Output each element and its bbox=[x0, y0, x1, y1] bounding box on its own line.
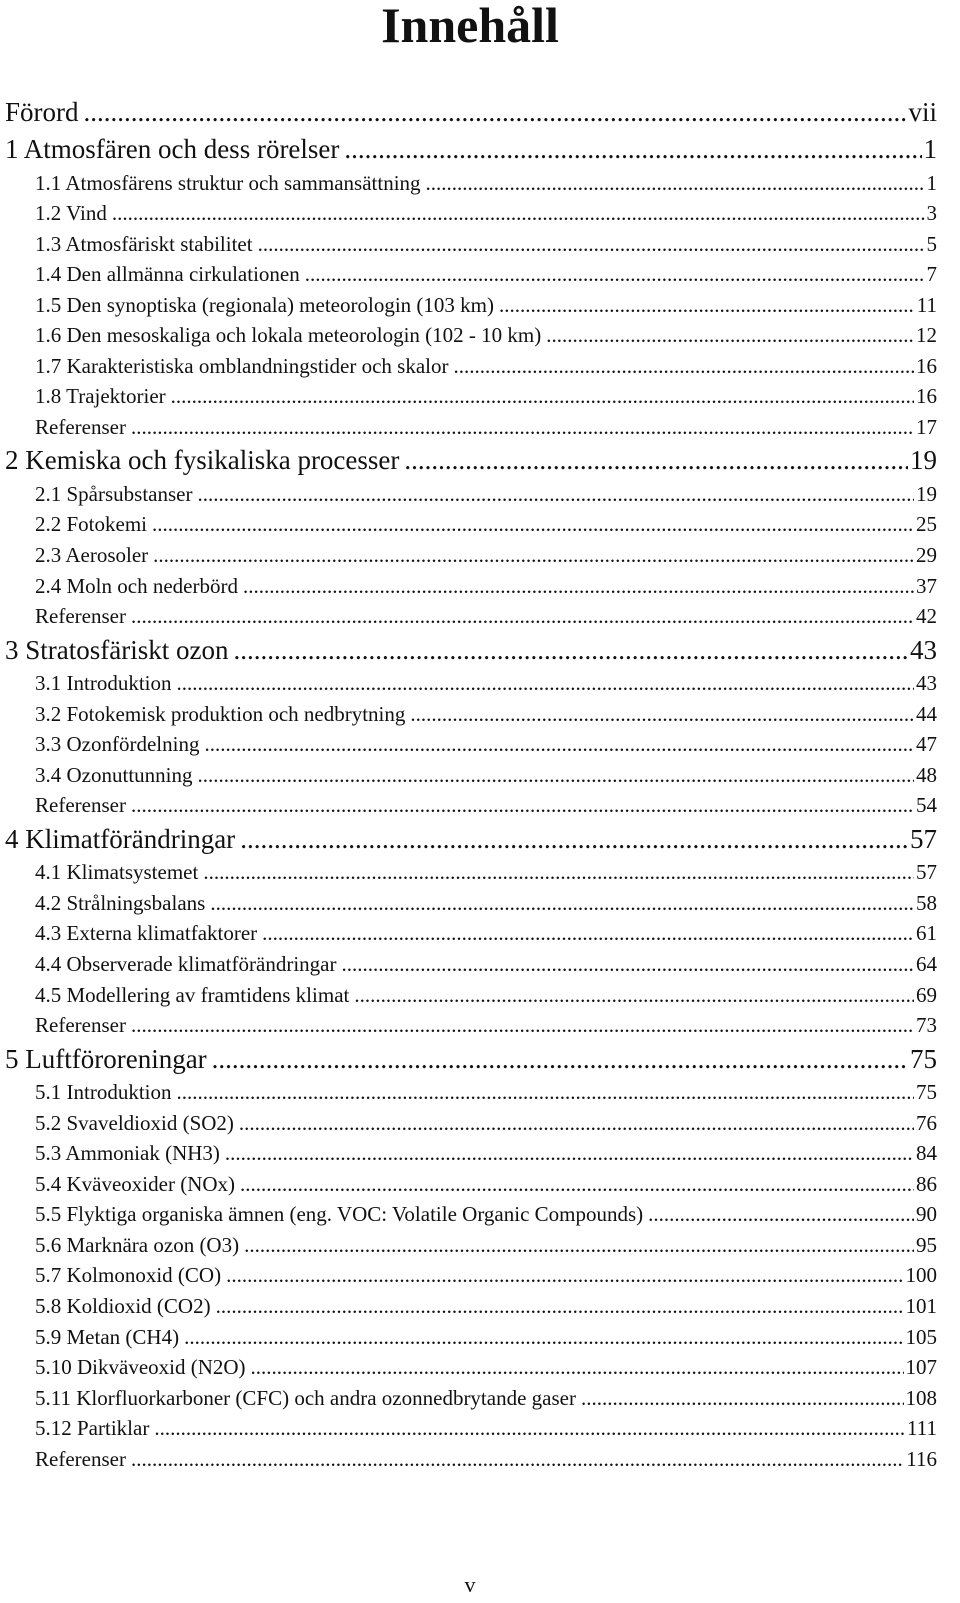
toc-entry-references-3 bbox=[35, 790, 937, 821]
toc-entry-section-5-1 bbox=[35, 1077, 937, 1108]
toc-entry-page: 75 bbox=[910, 1043, 937, 1074]
toc-entry-page: 47 bbox=[916, 732, 937, 757]
toc-entry-section-5-9 bbox=[35, 1322, 937, 1353]
toc-entry-label: Förord bbox=[5, 97, 79, 127]
toc-entry-label: 5.2 Svaveldioxid (SO2) bbox=[35, 1110, 234, 1135]
dot-leader bbox=[172, 1077, 915, 1108]
dot-leader bbox=[576, 1383, 904, 1414]
toc-entry-page: 75 bbox=[916, 1080, 937, 1105]
toc-entry-page: 100 bbox=[905, 1263, 937, 1288]
toc-entry-label: Referenser bbox=[35, 793, 126, 818]
toc-entry-page: 5 bbox=[926, 231, 937, 256]
dot-leader bbox=[220, 1138, 914, 1169]
toc-entry-section-4-2 bbox=[35, 888, 937, 919]
toc-entry-section-5-6 bbox=[35, 1230, 937, 1261]
toc-entry-section-1-7 bbox=[35, 351, 937, 382]
toc-entry-label: 2.4 Moln och nederbörd bbox=[35, 573, 238, 598]
toc-entry-label: Referenser bbox=[35, 414, 126, 439]
dot-leader bbox=[336, 949, 914, 980]
toc-entry-label: 3.3 Ozonfördelning bbox=[35, 732, 200, 757]
dot-leader bbox=[221, 1260, 903, 1291]
dot-leader bbox=[421, 168, 925, 199]
toc-entry-page: 73 bbox=[916, 1013, 937, 1038]
toc-entry-page: 19 bbox=[916, 481, 937, 506]
dot-leader bbox=[211, 1291, 904, 1322]
dot-leader bbox=[253, 229, 925, 260]
toc-entry-section-1-8 bbox=[35, 381, 937, 412]
dot-leader bbox=[235, 821, 908, 858]
toc-entry-page: 43 bbox=[910, 634, 937, 665]
page-number-footer: v bbox=[464, 1572, 476, 1597]
toc-entry-label: 3.1 Introduktion bbox=[35, 671, 172, 696]
toc-entry-section-3-4 bbox=[35, 760, 937, 791]
toc-entry-page: 57 bbox=[916, 860, 937, 885]
toc-entry-page: 86 bbox=[916, 1171, 937, 1196]
toc-entry-section-5-12 bbox=[35, 1413, 937, 1444]
dot-leader bbox=[166, 381, 914, 412]
toc-entry-page: 44 bbox=[916, 701, 937, 726]
toc-entry-label: Referenser bbox=[35, 604, 126, 629]
toc-entry-label: 4.2 Strålningsbalans bbox=[35, 890, 206, 915]
toc-entry-page: 29 bbox=[916, 543, 937, 568]
toc-entry-page: 95 bbox=[916, 1232, 937, 1257]
dot-leader bbox=[179, 1322, 903, 1353]
dot-leader bbox=[126, 1444, 904, 1475]
toc-entry-section-5-7 bbox=[35, 1260, 937, 1291]
toc-entry-section-5-5 bbox=[35, 1199, 937, 1230]
toc-entry-section-5-8 bbox=[35, 1291, 937, 1322]
dot-leader bbox=[234, 1108, 914, 1139]
toc-entry-label: 1 Atmosfären och dess rörelser bbox=[5, 134, 340, 164]
toc-entry-label: 4.1 Klimatsystemet bbox=[35, 860, 199, 885]
table-of-contents bbox=[5, 93, 937, 1474]
toc-entry-page: 7 bbox=[926, 262, 937, 287]
toc-entry-section-4-4 bbox=[35, 949, 937, 980]
toc-entry-label: 5.1 Introduktion bbox=[35, 1080, 172, 1105]
toc-entry-page: 37 bbox=[916, 573, 937, 598]
toc-entry-section-4-3 bbox=[35, 918, 937, 949]
toc-entry-page: 69 bbox=[916, 982, 937, 1007]
toc-entry-label: 4.4 Observerade klimatförändringar bbox=[35, 952, 337, 977]
dot-leader bbox=[405, 699, 914, 730]
toc-entry-label: 2.1 Spårsubstanser bbox=[35, 481, 193, 506]
toc-entry-section-3-1 bbox=[35, 668, 937, 699]
toc-entry-page: 11 bbox=[916, 292, 937, 317]
dot-leader bbox=[107, 198, 925, 229]
toc-entry-label: 3 Stratosfäriskt ozon bbox=[5, 634, 229, 665]
toc-entry-section-5-2 bbox=[35, 1108, 937, 1139]
toc-entry-preface bbox=[5, 93, 937, 131]
toc-entry-label: 1.3 Atmosfäriskt stabilitet bbox=[35, 231, 253, 256]
toc-entry-section-4-1 bbox=[35, 857, 937, 888]
toc-entry-page: 16 bbox=[916, 384, 937, 409]
dot-leader bbox=[126, 412, 914, 443]
toc-entry-section-5-10 bbox=[35, 1352, 937, 1383]
toc-entry-chapter-4 bbox=[5, 821, 937, 858]
toc-entry-label: 4 Klimatförändringar bbox=[5, 823, 236, 854]
dot-leader bbox=[228, 632, 908, 669]
toc-entry-section-1-2 bbox=[35, 198, 937, 229]
toc-entry-page: 84 bbox=[916, 1141, 937, 1166]
toc-entry-label: 1.4 Den allmänna cirkulationen bbox=[35, 262, 300, 287]
toc-entry-chapter-3 bbox=[5, 632, 937, 669]
toc-entry-chapter-5 bbox=[5, 1041, 937, 1078]
toc-entry-section-5-3 bbox=[35, 1138, 937, 1169]
toc-entry-page: 48 bbox=[916, 762, 937, 787]
toc-entry-page: 105 bbox=[905, 1324, 937, 1349]
toc-entry-page: 57 bbox=[910, 823, 937, 854]
toc-entry-label: 5.9 Metan (CH4) bbox=[35, 1324, 180, 1349]
dot-leader bbox=[198, 857, 914, 888]
toc-entry-page: 64 bbox=[916, 952, 937, 977]
toc-entry-references-1 bbox=[35, 412, 937, 443]
toc-entry-label: Referenser bbox=[35, 1446, 126, 1471]
toc-entry-page: 3 bbox=[926, 201, 937, 226]
toc-entry-label: 5.11 Klorfluorkarboner (CFC) och andra ozonnedbrytande gaser bbox=[35, 1385, 576, 1410]
dot-leader bbox=[449, 351, 915, 382]
toc-entry-label: 2.2 Fotokemi bbox=[35, 512, 148, 537]
dot-leader bbox=[246, 1352, 904, 1383]
toc-entry-page: 111 bbox=[907, 1416, 937, 1441]
dot-leader bbox=[192, 479, 914, 510]
toc-entry-section-2-4 bbox=[35, 571, 937, 602]
dot-leader bbox=[205, 888, 914, 919]
toc-entry-section-1-1 bbox=[35, 168, 937, 199]
toc-entry-page: 17 bbox=[916, 414, 937, 439]
toc-entry-section-1-6 bbox=[35, 320, 937, 351]
toc-entry-page: 42 bbox=[916, 604, 937, 629]
toc-entry-section-4-5 bbox=[35, 980, 937, 1011]
toc-entry-label: 3.4 Ozonuttunning bbox=[35, 762, 193, 787]
toc-entry-page: 108 bbox=[905, 1385, 937, 1410]
dot-leader bbox=[239, 1230, 914, 1261]
dot-leader bbox=[126, 790, 914, 821]
dot-leader bbox=[148, 540, 914, 571]
dot-leader bbox=[349, 980, 914, 1011]
toc-entry-page: 16 bbox=[916, 353, 937, 378]
toc-entry-page: vii bbox=[908, 97, 937, 127]
toc-entry-references-2 bbox=[35, 601, 937, 632]
toc-entry-section-1-5 bbox=[35, 290, 937, 321]
dot-leader bbox=[172, 668, 915, 699]
toc-entry-page: 1 bbox=[923, 134, 937, 164]
dot-leader bbox=[199, 729, 914, 760]
dot-leader bbox=[79, 93, 907, 131]
dot-leader bbox=[207, 1041, 908, 1078]
toc-entry-page: 54 bbox=[916, 793, 937, 818]
toc-entry-page: 58 bbox=[916, 890, 937, 915]
toc-entry-page: 25 bbox=[916, 512, 937, 537]
toc-entry-label: 5.5 Flyktiga organiska ämnen (eng. VOC: Volatile Organic Compounds) bbox=[35, 1202, 644, 1227]
toc-entry-label: 5.6 Marknära ozon (O3) bbox=[35, 1232, 240, 1257]
toc-entry-label: 5 Luftföroreningar bbox=[5, 1043, 207, 1074]
toc-entry-section-2-2 bbox=[35, 509, 937, 540]
dot-leader bbox=[339, 131, 921, 168]
toc-entry-chapter-1 bbox=[5, 131, 937, 168]
toc-entry-section-2-3 bbox=[35, 540, 937, 571]
dot-leader bbox=[643, 1199, 914, 1230]
toc-entry-label: 1.7 Karakteristiska omblandningstider och skalor bbox=[35, 353, 449, 378]
toc-entry-label: 2 Kemiska och fysikaliska processer bbox=[5, 445, 400, 476]
toc-entry-references-4 bbox=[35, 1010, 937, 1041]
toc-entry-section-5-11 bbox=[35, 1383, 937, 1414]
toc-entry-page: 107 bbox=[905, 1355, 937, 1380]
dot-leader bbox=[300, 259, 925, 290]
toc-entry-label: 3.2 Fotokemisk produktion och nedbrytning bbox=[35, 701, 406, 726]
toc-entry-label: 1.8 Trajektorier bbox=[35, 384, 166, 409]
toc-entry-label: 5.3 Ammoniak (NH3) bbox=[35, 1141, 220, 1166]
dot-leader bbox=[147, 509, 914, 540]
dot-leader bbox=[238, 571, 914, 602]
toc-entry-label: 1.5 Den synoptiska (regionala) meteorologin (103 km) bbox=[35, 292, 494, 317]
toc-entry-label: 1.1 Atmosfärens struktur och sammansättning bbox=[35, 170, 421, 195]
toc-entry-page: 101 bbox=[905, 1294, 937, 1318]
toc-entry-section-3-3 bbox=[35, 729, 937, 760]
page-title: Innehåll bbox=[381, 0, 559, 53]
toc-entry-page: 1 bbox=[926, 170, 937, 195]
toc-entry-label: 2.3 Aerosoler bbox=[35, 543, 149, 568]
dot-leader bbox=[399, 442, 908, 479]
dot-leader bbox=[126, 1010, 914, 1041]
toc-entry-section-1-3 bbox=[35, 229, 937, 260]
toc-entry-page: 76 bbox=[916, 1110, 937, 1135]
toc-entry-page: 43 bbox=[916, 671, 937, 696]
toc-entry-label: 5.10 Dikväveoxid (N2O) bbox=[35, 1355, 246, 1380]
toc-entry-label: 5.8 Koldioxid (CO2) bbox=[35, 1294, 211, 1318]
dot-leader bbox=[193, 760, 915, 791]
dot-leader bbox=[541, 320, 914, 351]
toc-entry-chapter-2 bbox=[5, 442, 937, 479]
dot-leader bbox=[257, 918, 914, 949]
dot-leader bbox=[149, 1413, 905, 1444]
toc-entry-page: 61 bbox=[916, 921, 937, 946]
toc-entry-label: 4.5 Modellering av framtidens klimat bbox=[35, 982, 350, 1007]
toc-entry-section-3-2 bbox=[35, 699, 937, 730]
toc-entry-page: 116 bbox=[906, 1446, 937, 1471]
toc-entry-label: 5.7 Kolmonoxid (CO) bbox=[35, 1263, 222, 1288]
toc-entry-label: 5.12 Partiklar bbox=[35, 1416, 150, 1441]
toc-entry-page: 90 bbox=[916, 1202, 937, 1227]
toc-entry-label: 5.4 Kväveoxider (NOx) bbox=[35, 1171, 236, 1196]
toc-entry-section-5-4 bbox=[35, 1169, 937, 1200]
toc-entry-label: 1.2 Vind bbox=[35, 201, 107, 226]
dot-leader bbox=[126, 601, 914, 632]
toc-entry-label: 4.3 Externa klimatfaktorer bbox=[35, 921, 258, 946]
toc-entry-section-1-4 bbox=[35, 259, 937, 290]
dot-leader bbox=[235, 1169, 914, 1200]
toc-entry-references-5 bbox=[35, 1444, 937, 1475]
toc-entry-label: 1.6 Den mesoskaliga och lokala meteorologin (102 - 10 km) bbox=[35, 323, 542, 348]
toc-entry-page: 12 bbox=[916, 323, 937, 348]
toc-entry-label: Referenser bbox=[35, 1013, 126, 1038]
toc-entry-section-2-1 bbox=[35, 479, 937, 510]
toc-entry-page: 19 bbox=[910, 445, 937, 476]
dot-leader bbox=[494, 290, 915, 321]
